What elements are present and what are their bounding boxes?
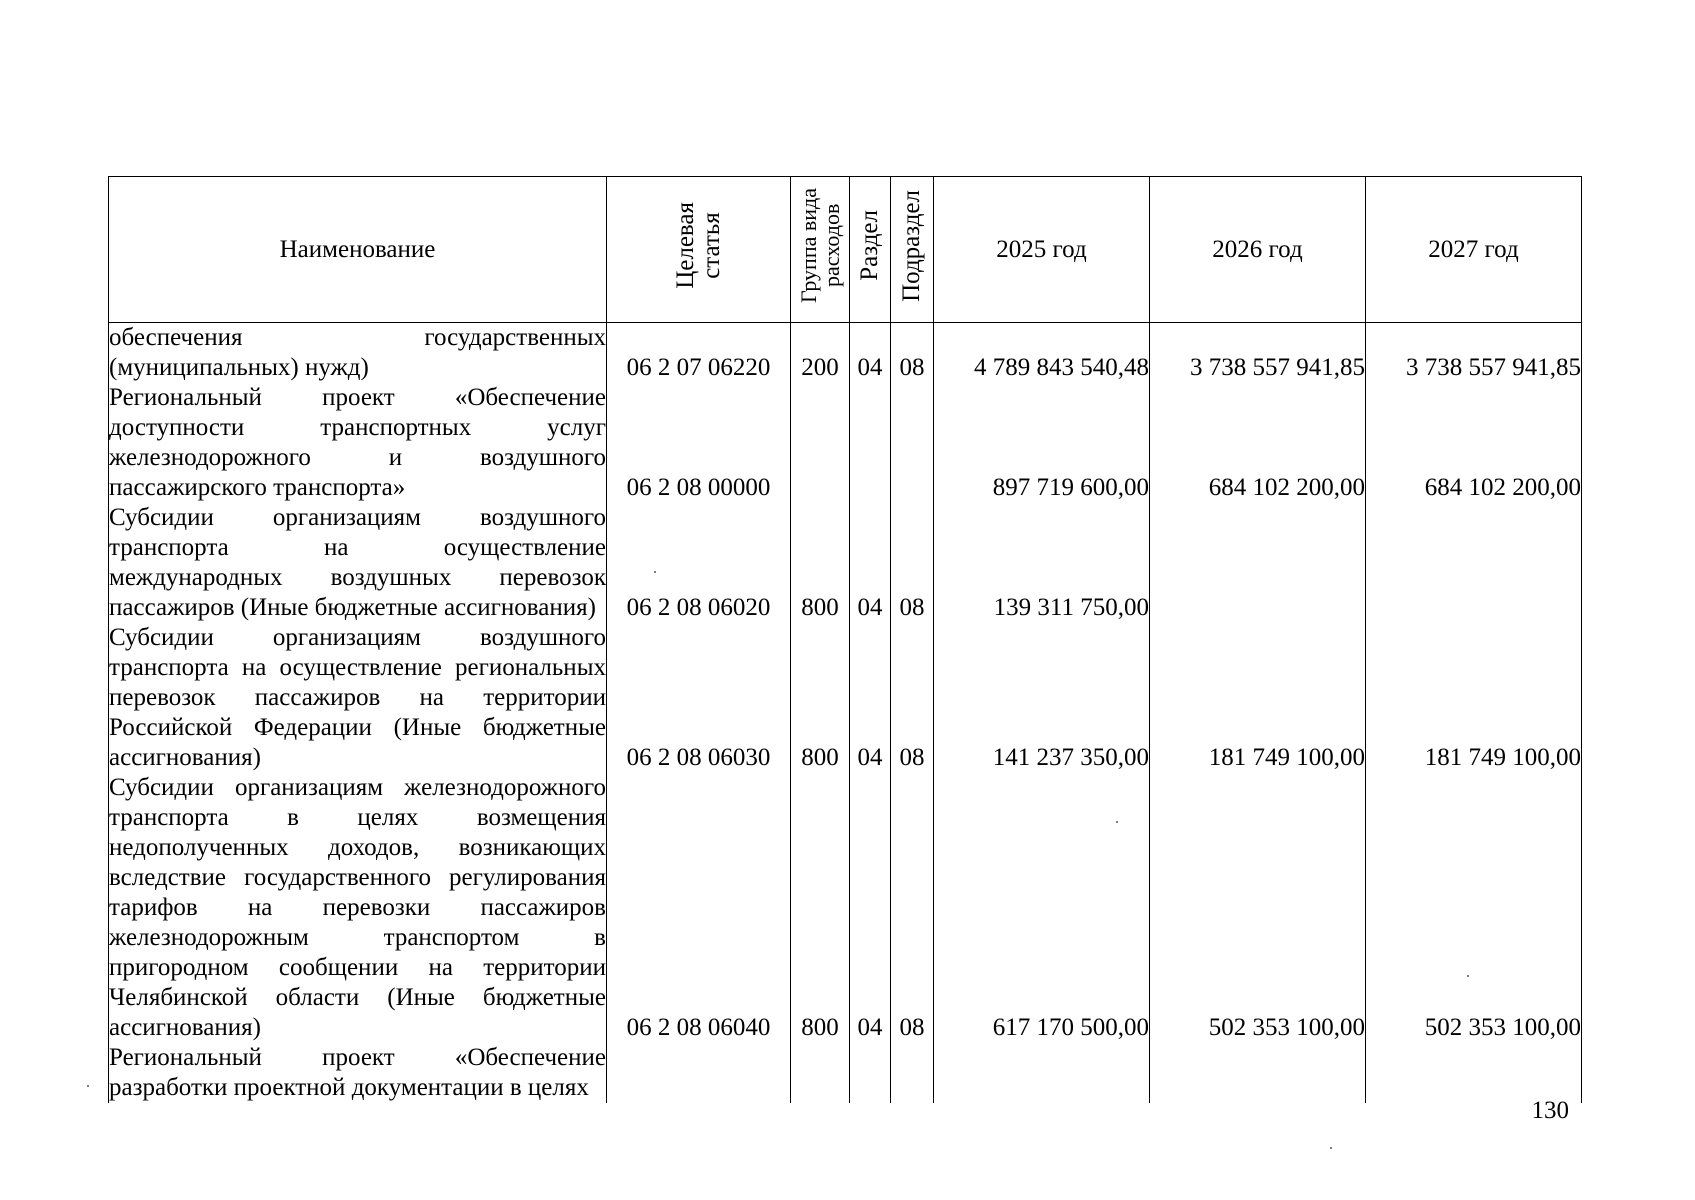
header-2025: 2025 год bbox=[934, 177, 1150, 323]
scan-speck bbox=[1116, 821, 1118, 823]
budget-table bbox=[108, 176, 1582, 1103]
header-expense-group: Группа вида расходов bbox=[791, 177, 850, 323]
header-target-article: Целевая статья bbox=[607, 177, 791, 323]
header-2027: 2027 год bbox=[1366, 177, 1582, 323]
row-expense-group: 800 bbox=[791, 623, 850, 773]
row-subsection: 08 bbox=[891, 503, 934, 623]
row-expense-group: 200 bbox=[791, 323, 850, 384]
row-expense-group bbox=[791, 383, 850, 503]
row-section: 04 bbox=[850, 503, 891, 623]
table-row bbox=[109, 1043, 1582, 1103]
row-expense-group: 800 bbox=[791, 503, 850, 623]
row-2026: 684 102 200,00 bbox=[1150, 383, 1366, 503]
row-2026 bbox=[1150, 1043, 1366, 1103]
row-2025: 897 719 600,00 bbox=[934, 383, 1150, 503]
row-name: Региональный проект «Обеспечение доступности транспортных услуг железнодорожного и воздушного пассажирского транспорта» bbox=[109, 384, 606, 501]
row-subsection: 08 bbox=[891, 773, 934, 1043]
row-2027 bbox=[1366, 503, 1582, 623]
row-expense-group bbox=[791, 1043, 850, 1103]
table-row bbox=[109, 503, 1582, 623]
row-2026: 502 353 100,00 bbox=[1150, 773, 1366, 1043]
table-row bbox=[109, 623, 1582, 773]
table-header-row bbox=[109, 177, 1582, 323]
row-name: Субсидии организациям воздушного транспорта на осуществление международных воздушных перевозок пассажиров (Иные бюджетные ассигнования) bbox=[109, 504, 606, 621]
row-target-article: 06 2 07 06220 bbox=[607, 323, 791, 384]
row-2025: 139 311 750,00 bbox=[934, 503, 1150, 623]
row-2025: 141 237 350,00 bbox=[934, 623, 1150, 773]
row-subsection bbox=[891, 1043, 934, 1103]
header-section: Раздел bbox=[850, 177, 891, 323]
header-name: Наименование bbox=[109, 177, 607, 323]
row-section bbox=[850, 1043, 891, 1103]
scan-speck bbox=[87, 1085, 89, 1087]
header-2026: 2026 год bbox=[1150, 177, 1366, 323]
row-section: 04 bbox=[850, 623, 891, 773]
row-2025: 4 789 843 540,48 bbox=[934, 323, 1150, 384]
row-name: Субсидии организациям железнодорожного транспорта в целях возмещения недополученных доходов, возникающих вследствие государственного регулирования тарифов на перевозки пассажиров железнодорожным транспортом в пригородном сообщении на территории Челябинской области (Иные бюджетные ассигнования) bbox=[109, 774, 606, 1041]
row-2025: 617 170 500,00 bbox=[934, 773, 1150, 1043]
row-name: Региональный проект «Обеспечение разработки проектной документации в целях bbox=[109, 1044, 606, 1101]
row-2027: 502 353 100,00 bbox=[1366, 773, 1582, 1043]
row-2026 bbox=[1150, 503, 1366, 623]
row-target-article: 06 2 08 00000 bbox=[607, 383, 791, 503]
row-target-article: 06 2 08 06030 bbox=[607, 623, 791, 773]
row-2026: 181 749 100,00 bbox=[1150, 623, 1366, 773]
row-target-article: 06 2 08 06040 bbox=[607, 773, 791, 1043]
row-2027: 3 738 557 941,85 bbox=[1366, 323, 1582, 384]
page-number: 130 bbox=[1531, 1097, 1569, 1124]
header-subsection: Подраздел bbox=[891, 177, 934, 323]
row-2027 bbox=[1366, 1043, 1582, 1103]
row-target-article: 06 2 08 06020 bbox=[607, 503, 791, 623]
row-name: Субсидии организациям воздушного транспорта на осуществление региональных перевозок пассажиров на территории Российской Федерации (Иные бюджетные ассигнования) bbox=[109, 624, 606, 771]
row-2027: 181 749 100,00 bbox=[1366, 623, 1582, 773]
row-2027: 684 102 200,00 bbox=[1366, 383, 1582, 503]
row-subsection bbox=[891, 383, 934, 503]
table-row bbox=[109, 383, 1582, 503]
scan-speck bbox=[654, 571, 656, 573]
scan-speck bbox=[1467, 975, 1469, 977]
row-expense-group: 800 bbox=[791, 773, 850, 1043]
row-2026: 3 738 557 941,85 bbox=[1150, 323, 1366, 384]
scan-speck bbox=[1330, 1147, 1332, 1149]
row-section: 04 bbox=[850, 773, 891, 1043]
row-subsection: 08 bbox=[891, 623, 934, 773]
row-subsection: 08 bbox=[891, 323, 934, 384]
row-section: 04 bbox=[850, 323, 891, 384]
table-row bbox=[109, 323, 1582, 384]
row-section bbox=[850, 383, 891, 503]
row-2025 bbox=[934, 1043, 1150, 1103]
table-row bbox=[109, 773, 1582, 1043]
row-name: обеспечения государственных (муниципальных) нужд) bbox=[109, 324, 606, 381]
row-target-article bbox=[607, 1043, 791, 1103]
